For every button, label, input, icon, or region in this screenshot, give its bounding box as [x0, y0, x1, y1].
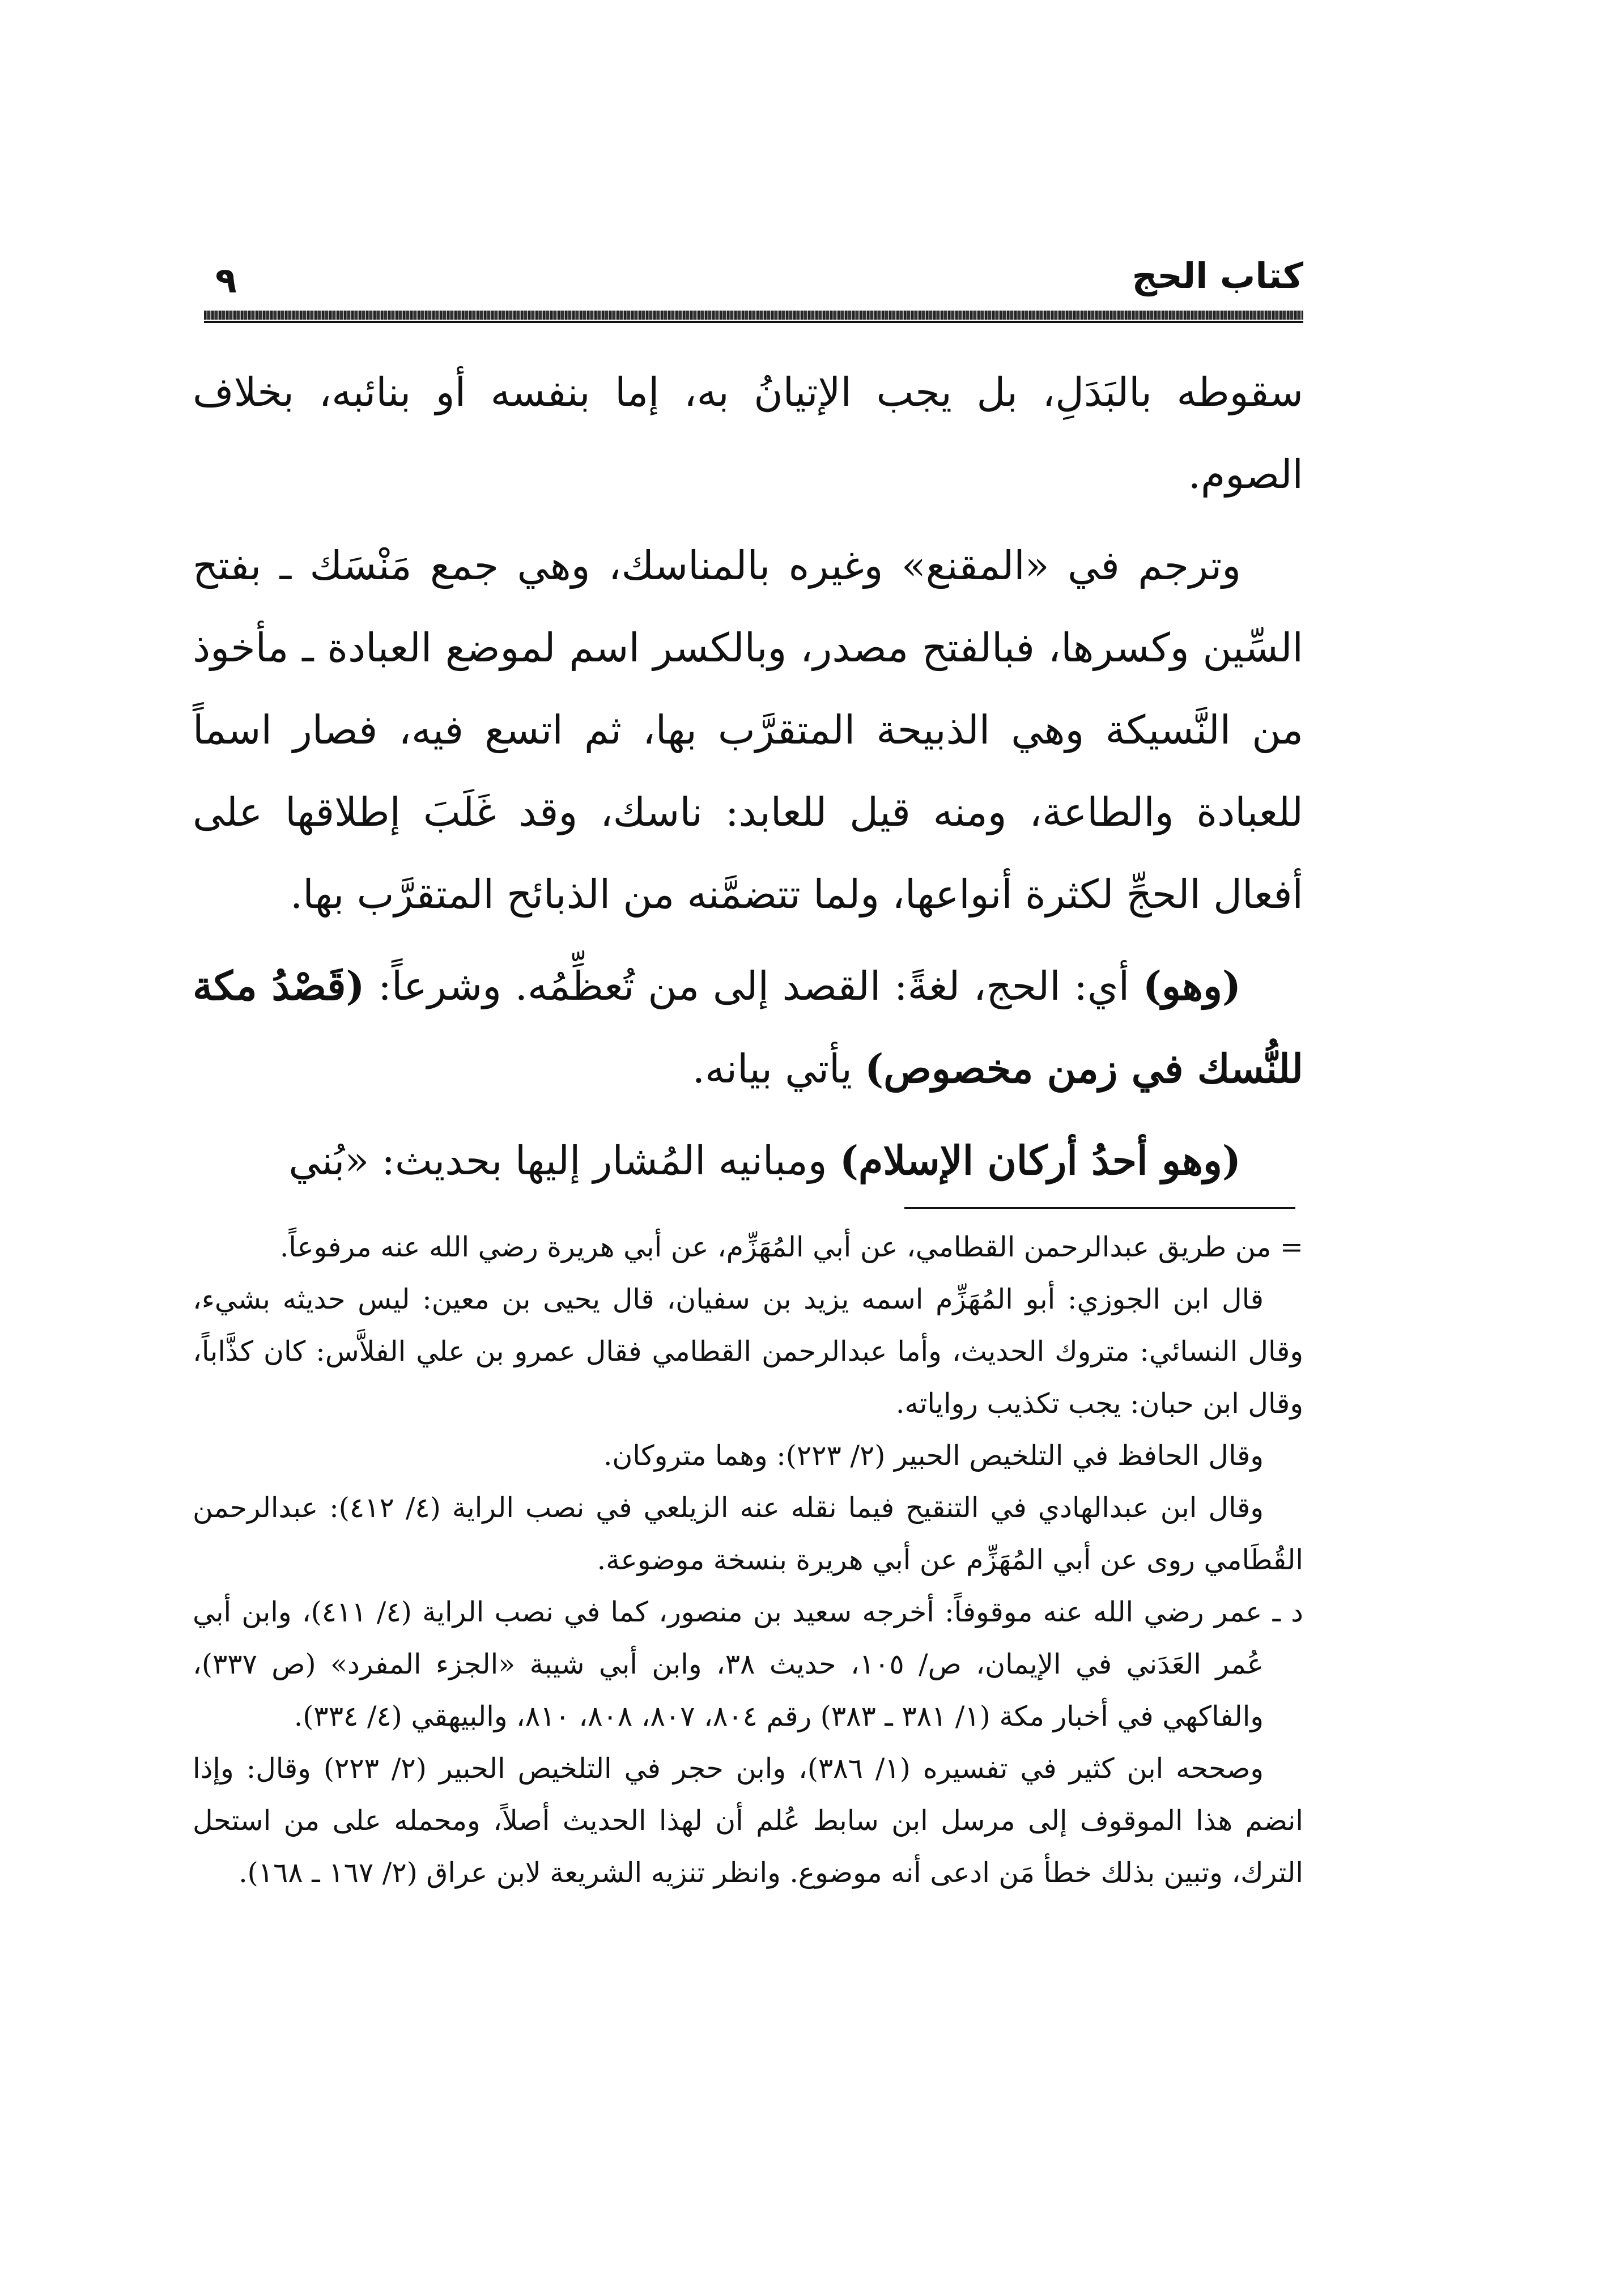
- page-number: ٩: [215, 260, 237, 301]
- footnote-line: وقال الحافظ في التلخيص الحبير (٢/ ٢٢٣): وهما متروكان.: [603, 1440, 1264, 1472]
- matn-text: (وهو أحدُ أركان الإسلام): [839, 1137, 1241, 1184]
- matn-text: (وهو): [1142, 962, 1241, 1009]
- paragraph-1: سقوطه بالبَدَلِ، بل يجب الإتيانُ به، إما بنفسه أو بنائبه، بخلاف الصوم.: [193, 369, 1303, 498]
- footnote-line: وقال ابن عبدالهادي في التنقيح فيما نقله عنه الزيلعي في نصب الراية (٤/ ٤١٢): عبدالرحمن القُطَامي روى عن أبي المُهَزِّم عن أبي هريرة بنسخة موضوعة.: [193, 1492, 1303, 1576]
- matn-text: (قَصْدُ مكة للنُّسك في زمن مخصوص): [193, 962, 1303, 1092]
- sharh-text: ومبانيه المُشار إليها بحديث: «بُني: [288, 1137, 840, 1184]
- chapter-title: كتاب الحج: [1132, 255, 1303, 296]
- paragraph-3: [193, 945, 1303, 1110]
- footnotes: [193, 1221, 1303, 1899]
- running-header: [215, 255, 1303, 300]
- footnote-item: د ـ عمر رضي الله عنه موقوفاً: أخرجه سعيد بن منصور، كما في نصب الراية (٤/ ٤١١)، وابن أبي عُمر العَدَني في الإيمان، ص/ ١٠٥، حديث ٣٨، وابن أبي شيبة «الجزء المفرد» (ص ٣٣٧)، والفاكهي في أخبار مكة (١/ ٣٨١ ـ ٣٨٣) رقم ٨٠٤، ٨٠٧، ٨٠٨، ٨١٠، والبيهقي (٤/ ٣٣٤).: [193, 1596, 1303, 1733]
- footnote-line: قال ابن الجوزي: أبو المُهَزِّم اسمه يزيد بن سفيان، قال يحيى بن معين: ليس حديثه بشيء، وقال النسائي: متروك الحديث، وأما عبدالرحمن القطامي فقال عمرو بن علي الفلاَّس: كان كذَّاباً، وقال ابن حبان: يجب تكذيب رواياته.: [193, 1283, 1303, 1420]
- main-text: [193, 351, 1303, 1211]
- paragraph-2: وترجم في «المقنع» وغيره بالمناسك، وهي جمع مَنْسَك ـ بفتح السِّين وكسرها، فبالفتح مصدر، وبالكسر اسم لموضع العبادة ـ مأخوذ من النَّسيكة وهي الذبيحة المتقرَّب بها، ثم اتسع فيه، فصار اسماً للعبادة والطاعة، ومنه قيل للعابد: ناسك، وقد غَلَبَ إطلاقها على أفعال الحجِّ لكثرة أنواعها، ولما تتضمَّنه من الذبائح المتقرَّب بها.: [193, 542, 1303, 918]
- footnote-continuation: = من طريق عبدالرحمن القطامي، عن أبي المُهَزِّم، عن أبي هريرة رضي الله عنه مرفوعاً.: [279, 1231, 1303, 1263]
- paragraph-4: [193, 1119, 1303, 1202]
- sharh-text: يأتي بيانه.: [692, 1046, 865, 1092]
- footnote-separator: [904, 1207, 1295, 1209]
- header-rule: [204, 311, 1303, 320]
- sharh-text: أي: الحج، لغةً: القصد إلى من تُعظِّمُه. وشرعاً:: [364, 963, 1143, 1009]
- footnote-line: وصححه ابن كثير في تفسيره (١/ ٣٨٦)، وابن حجر في التلخيص الحبير (٢/ ٢٢٣) وقال: وإذا انضم هذا الموقوف إلى مرسل ابن سابط عُلم أن لهذا الحديث أصلاً، ومحمله على من استحل الترك، وتبين بذلك خطأ مَن ادعى أنه موضوع. وانظر تنزيه الشريعة لابن عراق (٢/ ١٦٧ ـ ١٦٨).: [193, 1752, 1303, 1889]
